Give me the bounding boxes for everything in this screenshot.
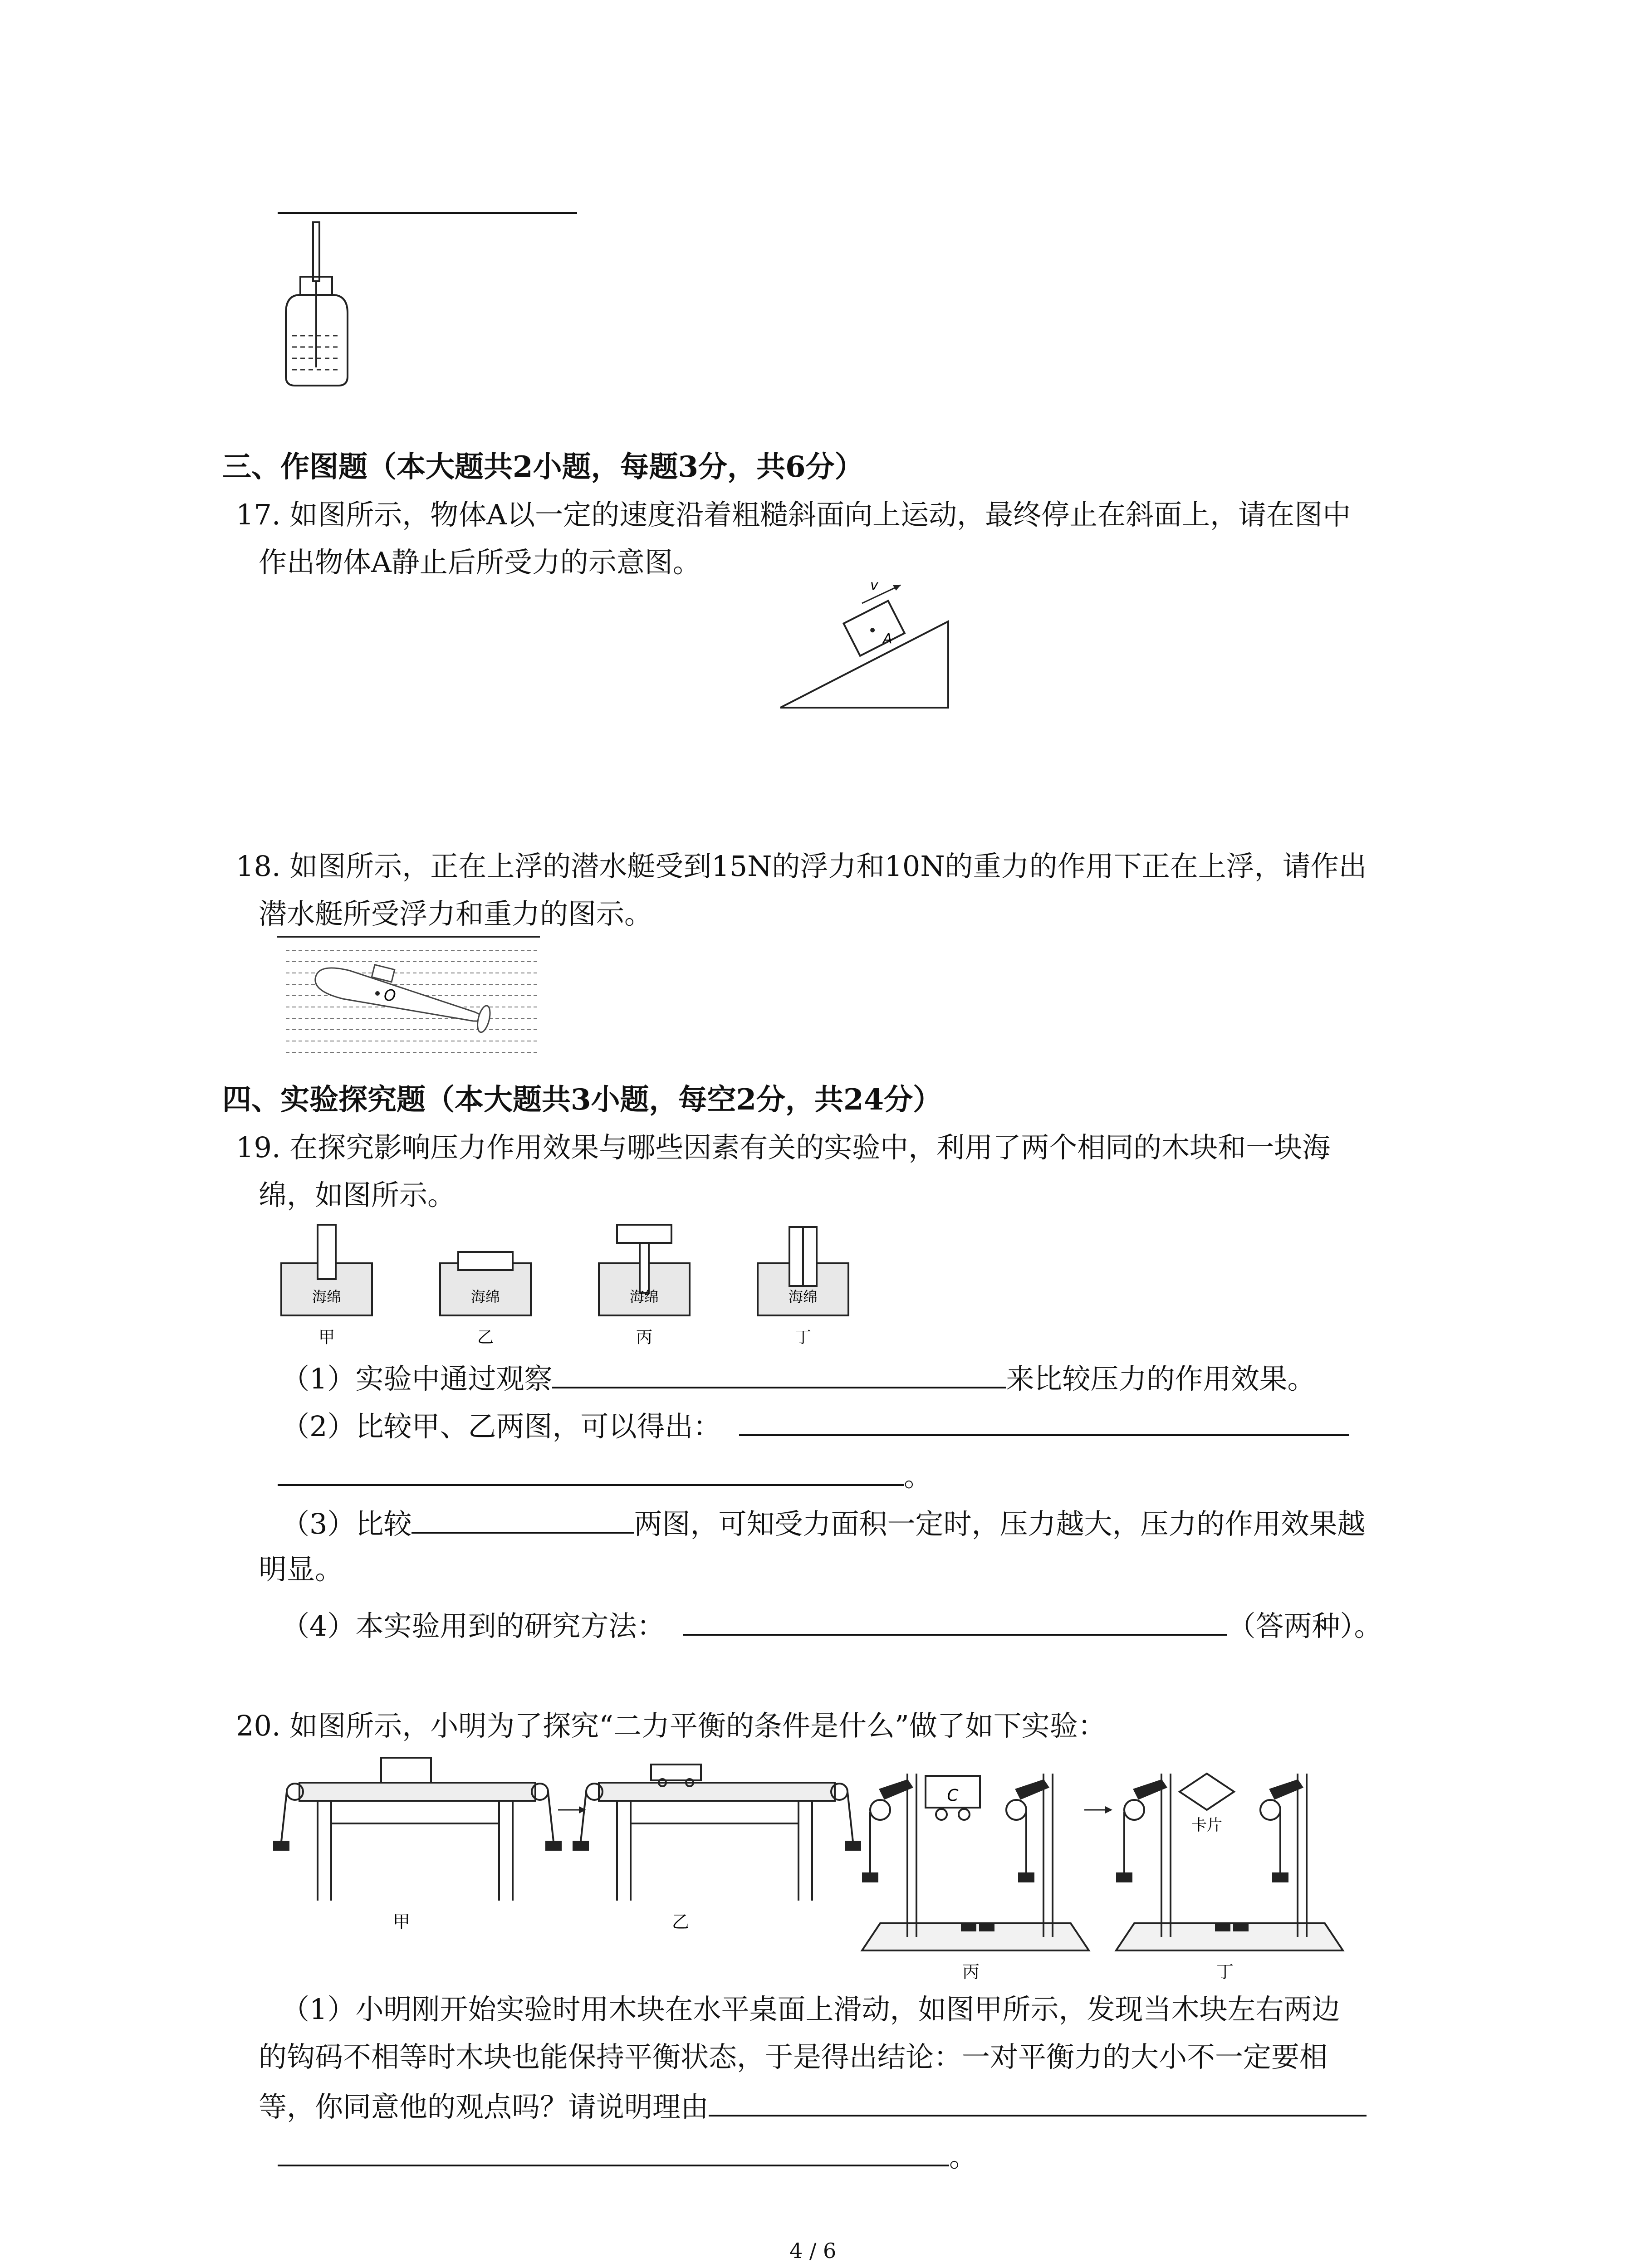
fig-label-yi: 乙 xyxy=(477,1328,494,1347)
q19-part2-prefix: （2）比较甲、乙两图，可以得出： xyxy=(281,1410,721,1443)
fig-label-bing-20: 丙 xyxy=(962,1962,980,1982)
q19-part4 xyxy=(281,1601,1382,1649)
table-yi xyxy=(573,1765,860,1901)
sponge-figure-ding xyxy=(755,1220,855,1356)
q17-line1: 17. 如图所示，物体A以一定的速度沿着粗糙斜面向上运动，最终停止在斜面上，请在图中 xyxy=(236,498,1351,531)
q19-part2-answer-blank[interactable] xyxy=(739,1402,1349,1436)
q20-part1-line2: 的钩码不相等时木块也能保持平衡状态，于是得出结论：一对平衡力的大小不一定要相 xyxy=(259,2040,1328,2073)
sponge-label: 海绵 xyxy=(312,1288,342,1305)
q19-part1-prefix: （1）实验中通过观察 xyxy=(281,1362,553,1395)
stand-ding xyxy=(1116,1774,1343,1950)
fig-label-ding-20: 丁 xyxy=(1216,1962,1234,1982)
answer-line-top xyxy=(278,212,577,214)
q19-line2: 绵，如图所示。 xyxy=(259,1178,456,1212)
q19-part1-suffix: 来比较压力的作用效果。 xyxy=(1006,1362,1316,1395)
section3-heading: 三、作图题（本大题共2小题，每题3分，共6分） xyxy=(222,450,864,484)
q19-part3-suffix: 两图，可知受力面积一定时，压力越大，压力的作用效果越 xyxy=(634,1507,1366,1540)
q20-part1-end: 。 xyxy=(949,2140,978,2173)
q19-part1-answer-blank[interactable] xyxy=(552,1354,1006,1388)
section4-heading: 四、实验探究题（本大题共3小题，每空2分，共24分） xyxy=(222,1083,942,1117)
page-number: 4 / 6 xyxy=(789,2239,837,2263)
submarine-o-label: O xyxy=(384,987,396,1005)
fig-label-bing: 丙 xyxy=(636,1328,653,1347)
fig-label-jia: 甲 xyxy=(318,1328,335,1347)
q19-part4-prefix: （4）本实验用到的研究方法： xyxy=(281,1609,665,1642)
q19-part3-prefix: （3）比较 xyxy=(281,1507,412,1540)
bottle-figure xyxy=(272,218,363,399)
stand-bing xyxy=(862,1774,1089,1950)
sponge-label: 海绵 xyxy=(629,1288,659,1305)
q19-part4-answer-blank[interactable] xyxy=(683,1601,1227,1636)
sponge-figure-yi xyxy=(438,1220,538,1356)
sponge-label: 海绵 xyxy=(470,1288,500,1305)
q20-part1-answer-blank-2[interactable] xyxy=(278,2132,949,2166)
sponge-label: 海绵 xyxy=(788,1288,818,1305)
q17-line2: 作出物体A静止后所受力的示意图。 xyxy=(259,546,701,579)
q19-part2-cont xyxy=(278,1452,932,1499)
q20-line1: 20. 如图所示，小明为了探究“二力平衡的条件是什么”做了如下实验： xyxy=(236,1709,1106,1742)
fig-c-label: C xyxy=(947,1786,959,1805)
q20-part1-line3-text: 等，你同意他的观点吗？请说明理由 xyxy=(259,2090,709,2123)
q19-part2 xyxy=(281,1402,1349,1449)
q19-line1: 19. 在探究影响压力作用效果与哪些因素有关的实验中，利用了两个相同的木块和一块海 xyxy=(236,1131,1331,1164)
fig-label-ding: 丁 xyxy=(794,1328,812,1347)
fig-label-yi-20: 乙 xyxy=(671,1912,690,1932)
incline-v-label: v xyxy=(870,577,878,593)
q18-line2: 潜水艇所受浮力和重力的图示。 xyxy=(259,897,653,930)
sponge-figure-bing xyxy=(597,1220,696,1356)
q19-part2-end: 。 xyxy=(904,1460,932,1493)
q20-part1-line1: （1）小明刚开始实验时用木块在水平桌面上滑动，如图甲所示，发现当木块左右两边 xyxy=(281,1993,1340,2026)
q20-part1-answer-blank[interactable] xyxy=(709,2082,1367,2116)
q19-part1 xyxy=(281,1354,1315,1402)
q19-part4-suffix: （答两种）。 xyxy=(1227,1609,1382,1642)
q19-part2-answer-blank-2[interactable] xyxy=(278,1452,904,1486)
q19-part3-answer-blank[interactable] xyxy=(411,1499,634,1534)
sponge-figure-jia xyxy=(279,1220,379,1356)
q18-line1: 18. 如图所示，正在上浮的潜水艇受到15N的浮力和10N的重力的作用下正在上浮，请作出 xyxy=(236,850,1367,883)
incline-a-label: A xyxy=(883,631,892,647)
fig-label-jia-20: 甲 xyxy=(392,1912,411,1932)
incline-figure xyxy=(771,576,962,712)
q20-part1-line3 xyxy=(259,2082,1367,2130)
balance-experiment-figure xyxy=(263,1755,1375,1982)
q19-part3 xyxy=(281,1499,1365,1547)
q19-part3-cont: 明显。 xyxy=(259,1553,343,1586)
submarine-figure xyxy=(277,934,549,1061)
table-jia xyxy=(274,1758,561,1901)
fig-card-label: 卡片 xyxy=(1191,1816,1222,1834)
q20-part1-cont xyxy=(278,2132,977,2180)
